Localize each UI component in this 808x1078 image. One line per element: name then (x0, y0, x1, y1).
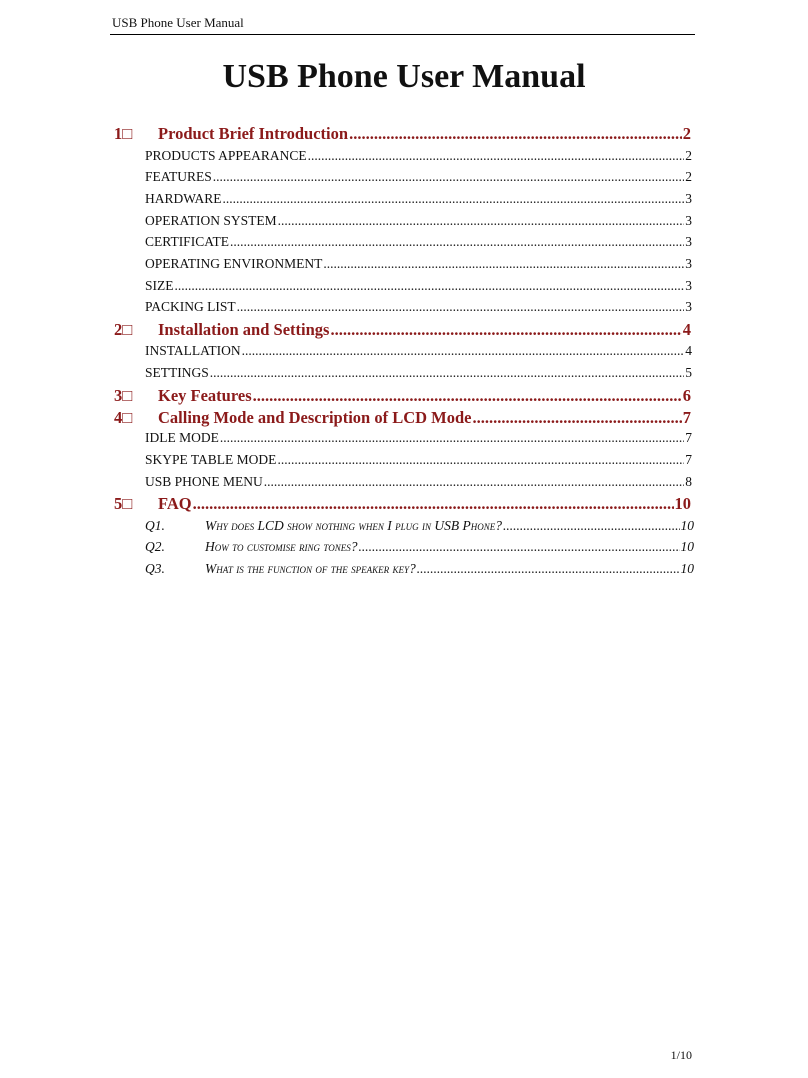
toc-entry-title: PRODUCTS APPEARANCE (145, 148, 307, 163)
faq-question: How to customise ring tones? (205, 539, 358, 554)
toc-faq-entry[interactable] (145, 539, 694, 559)
toc-page-number: 7 (685, 430, 692, 445)
toc-leader (220, 430, 684, 446)
toc-section-1[interactable] (114, 124, 691, 146)
toc-leader (349, 124, 682, 144)
toc-leader (264, 474, 684, 490)
toc-entry-title: FEATURES (145, 169, 212, 184)
toc-leader (417, 561, 680, 577)
toc-entry[interactable] (145, 278, 692, 298)
toc-entry[interactable] (145, 234, 692, 254)
toc-entry[interactable] (145, 299, 692, 319)
toc-section-title: FAQ (158, 494, 192, 513)
toc-entry[interactable] (145, 169, 692, 189)
faq-number: Q2. (145, 539, 165, 554)
toc-leader (253, 386, 682, 406)
toc-entry-title: IDLE MODE (145, 430, 219, 445)
toc-section-number: 3□ (114, 386, 133, 405)
toc-entry[interactable] (145, 213, 692, 233)
faq-number: Q1. (145, 518, 165, 533)
toc-page-number: 10 (680, 539, 694, 554)
toc-entry-title: OPERATING ENVIRONMENT (145, 256, 323, 271)
toc-faq-entry[interactable] (145, 561, 694, 581)
faq-question: What is the function of the speaker key? (205, 561, 416, 576)
toc-leader (323, 256, 684, 272)
toc-page-number: 8 (685, 474, 692, 489)
toc-page-number: 3 (685, 299, 692, 314)
toc-section-title: Installation and Settings (158, 320, 330, 339)
toc-section-number: 2□ (114, 320, 133, 339)
running-header: USB Phone User Manual (112, 15, 244, 30)
document-title: USB Phone User Manual (222, 58, 586, 95)
toc-page-number: 2 (682, 124, 691, 143)
toc-entry[interactable] (145, 191, 692, 211)
toc-entry[interactable] (145, 452, 692, 472)
toc-page-number: 2 (685, 148, 692, 163)
toc-section-2[interactable] (114, 320, 691, 342)
toc-leader (237, 299, 685, 315)
toc-entry[interactable] (145, 343, 692, 363)
toc-entry[interactable] (145, 148, 692, 168)
toc-section-3[interactable] (114, 386, 691, 408)
toc-entry-title: SIZE (145, 278, 174, 293)
toc-leader (242, 343, 685, 359)
toc-page-number: 3 (685, 191, 692, 206)
toc-leader (193, 494, 674, 514)
toc-page-number: 10 (680, 518, 694, 533)
toc-page-number: 10 (674, 494, 691, 513)
toc-entry-title: CERTIFICATE (145, 234, 229, 249)
toc-leader (210, 365, 685, 381)
toc-entry[interactable] (145, 430, 692, 450)
toc-page-number: 3 (685, 256, 692, 271)
toc-section-title: Calling Mode and Description of LCD Mode (158, 408, 472, 427)
toc-page-number: 6 (682, 386, 691, 405)
toc-page-number: 4 (685, 343, 692, 358)
toc-entry[interactable] (145, 365, 692, 385)
toc-entry[interactable] (145, 256, 692, 276)
toc-section-5[interactable] (114, 494, 691, 516)
toc-leader (330, 320, 681, 340)
toc-section-title: Key Features (158, 386, 252, 405)
toc-section-title: Product Brief Introduction (158, 124, 349, 143)
toc-page-number: 2 (685, 169, 692, 184)
toc-page-number: 3 (685, 213, 692, 228)
toc-entry-title: PACKING LIST (145, 299, 236, 314)
toc-leader (230, 234, 684, 250)
toc-entry-title: OPERATION SYSTEM (145, 213, 277, 228)
toc-entry-title: USB PHONE MENU (145, 474, 263, 489)
toc-entry[interactable] (145, 474, 692, 494)
toc-leader (175, 278, 685, 294)
toc-page-number: 4 (682, 320, 691, 339)
toc-section-number: 5□ (114, 494, 133, 513)
toc-page-number: 7 (685, 452, 692, 467)
toc-leader (277, 452, 684, 468)
toc-leader (278, 213, 685, 229)
toc-leader (473, 408, 682, 428)
toc-entry-title: HARDWARE (145, 191, 222, 206)
toc-entry-title: SKYPE TABLE MODE (145, 452, 277, 467)
faq-question: Why does LCD show nothing when I plug in USB Phone? (205, 518, 502, 533)
faq-number: Q3. (145, 561, 165, 576)
toc-section-number: 1□ (114, 124, 133, 143)
toc-section-number: 4□ (114, 408, 133, 427)
toc-leader (359, 539, 680, 555)
toc-page-number: 7 (682, 408, 691, 427)
toc-page-number: 3 (685, 234, 692, 249)
toc-section-4[interactable] (114, 408, 691, 430)
toc-leader (503, 518, 680, 534)
toc-page-number: 10 (680, 561, 694, 576)
toc-entry-title: SETTINGS (145, 365, 209, 380)
page-indicator: 1/10 (670, 1048, 692, 1062)
toc-leader (223, 191, 685, 207)
toc-page-number: 3 (685, 278, 692, 293)
toc-entry-title: INSTALLATION (145, 343, 241, 358)
toc-leader (308, 148, 685, 164)
toc-leader (213, 169, 684, 185)
toc-faq-entry[interactable] (145, 518, 694, 538)
toc-page-number: 5 (685, 365, 692, 380)
